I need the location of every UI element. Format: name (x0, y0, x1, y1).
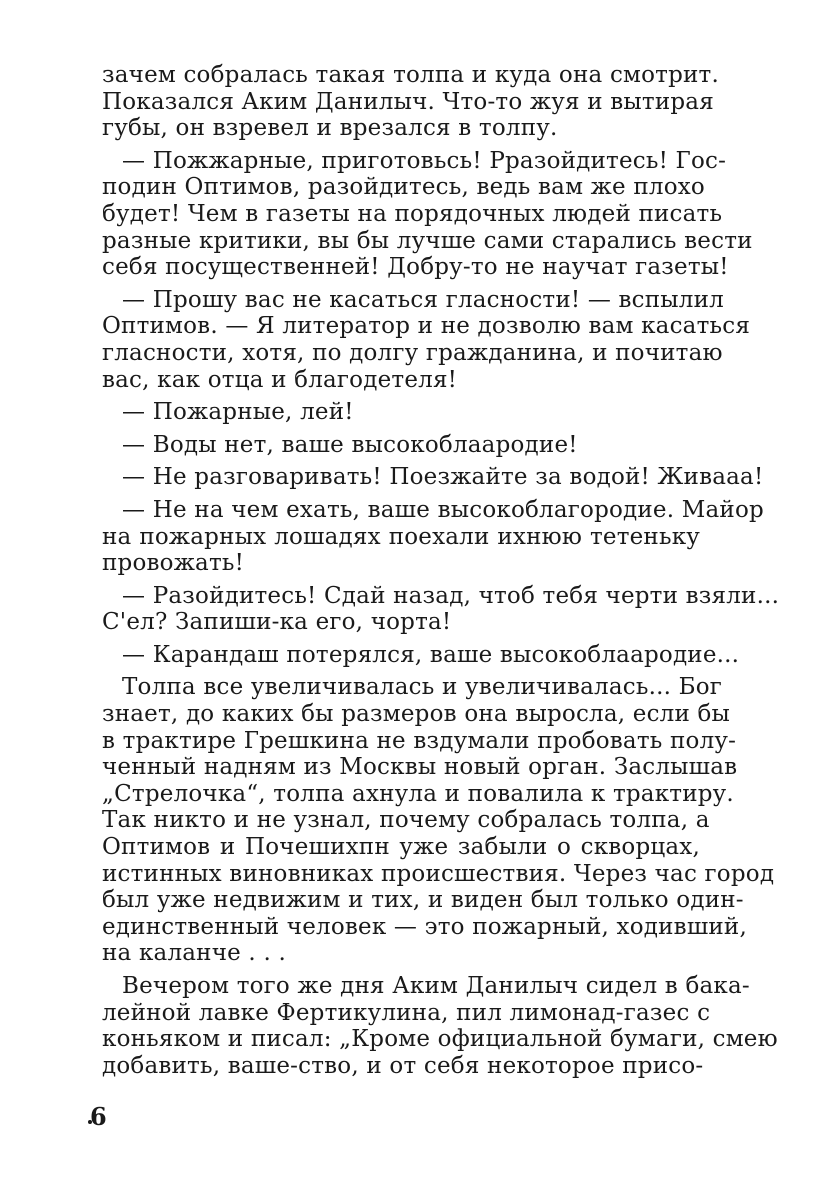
text-line: Так никто и не узнал, почему собралась толпа, а (102, 807, 710, 834)
text-line: подин Оптимов, разойдитесь, ведь вам же плохо (102, 174, 705, 201)
text-line: разные критики, вы бы лучше сами старались вести (102, 227, 753, 254)
text-line: Оптимов и Почешихпн уже забыли о скворцах, (102, 834, 700, 861)
text-line: в трактире Грешкина не вздумали пробовать полу- (102, 727, 737, 754)
text-line: — Прошу вас не касаться гласности! — вспылил (122, 286, 724, 313)
text-line: Показался Аким Данилыч. Что-то жуя и вытирая (102, 88, 714, 115)
text-line: С'ел? Запиши-ка его, чорта! (102, 609, 452, 636)
text-line: будет! Чем в газеты на порядочных людей писать (102, 200, 723, 227)
text-line: Толпа все увеличивалась и увеличивалась... Бог (122, 674, 723, 701)
text-line: был уже недвижим и тих, и виден был только один- (102, 887, 744, 914)
text-line: вас, как отца и благодетеля! (102, 366, 458, 393)
text-line: провожать! (102, 550, 245, 577)
text-line: добавить, ваше-ство, и от себя некоторое присо- (102, 1052, 704, 1079)
text-line: единственный человек — это пожарный, ходивший, (102, 913, 747, 940)
text-line: — Разойдитесь! Сдай назад, чтоб тебя черти взяли... (122, 582, 780, 609)
text-line: — Воды нет, ваше высокоблаародие! (122, 431, 578, 458)
text-line: Оптимов. — Я литератор и не дозволю вам касаться (102, 313, 751, 340)
text-line: гласности, хотя, по долгу гражданина, и почитаю (102, 339, 723, 366)
text-line: — Пожжарные, приготовьсь! Рразойдитесь! Гос- (122, 147, 727, 174)
text-line: на каланче . . . (102, 940, 286, 967)
text-line: зачем собралась такая толпа и куда она смотрит. (102, 62, 719, 88)
text-line: Вечером того же дня Аким Данилыч сидел в бака- (122, 973, 750, 999)
text-line: ченный надням из Москвы новый орган. Заслышав (102, 754, 738, 781)
text-line: на пожарных лошадях поехали ихнюю тетеньку (102, 523, 700, 550)
text-line: коньяком и писал: „Кроме официальной бумаги, смею (102, 1026, 778, 1053)
text-line: — Не разговаривать! Поезжайте за водой! Живааа! (122, 464, 764, 491)
text-line: „Стрелочка“, толпа ахнула и повалила к трактиру. (102, 780, 734, 807)
page-number: 6 (90, 1102, 107, 1131)
text-line: — Не на чем ехать, ваше высокоблагородие. Майор (122, 496, 764, 523)
text-line: губы, он взревел и врезался в толпу. (102, 115, 558, 142)
text-line: — Пожарные, лей! (122, 399, 354, 426)
text-line: лейной лавке Фертикулина, пил лимонад-газес с (102, 999, 711, 1026)
text-line: — Карандаш потерялся, ваше высокоблаародие... (122, 641, 740, 668)
page-body (102, 62, 780, 1079)
text-line: истинных виновниках происшествия. Через час город (102, 860, 775, 887)
text-line: себя посущественней! Добру-то не научат газеты! (102, 254, 729, 281)
text-line: знает, до каких бы размеров она выросла, если бы (102, 701, 731, 728)
